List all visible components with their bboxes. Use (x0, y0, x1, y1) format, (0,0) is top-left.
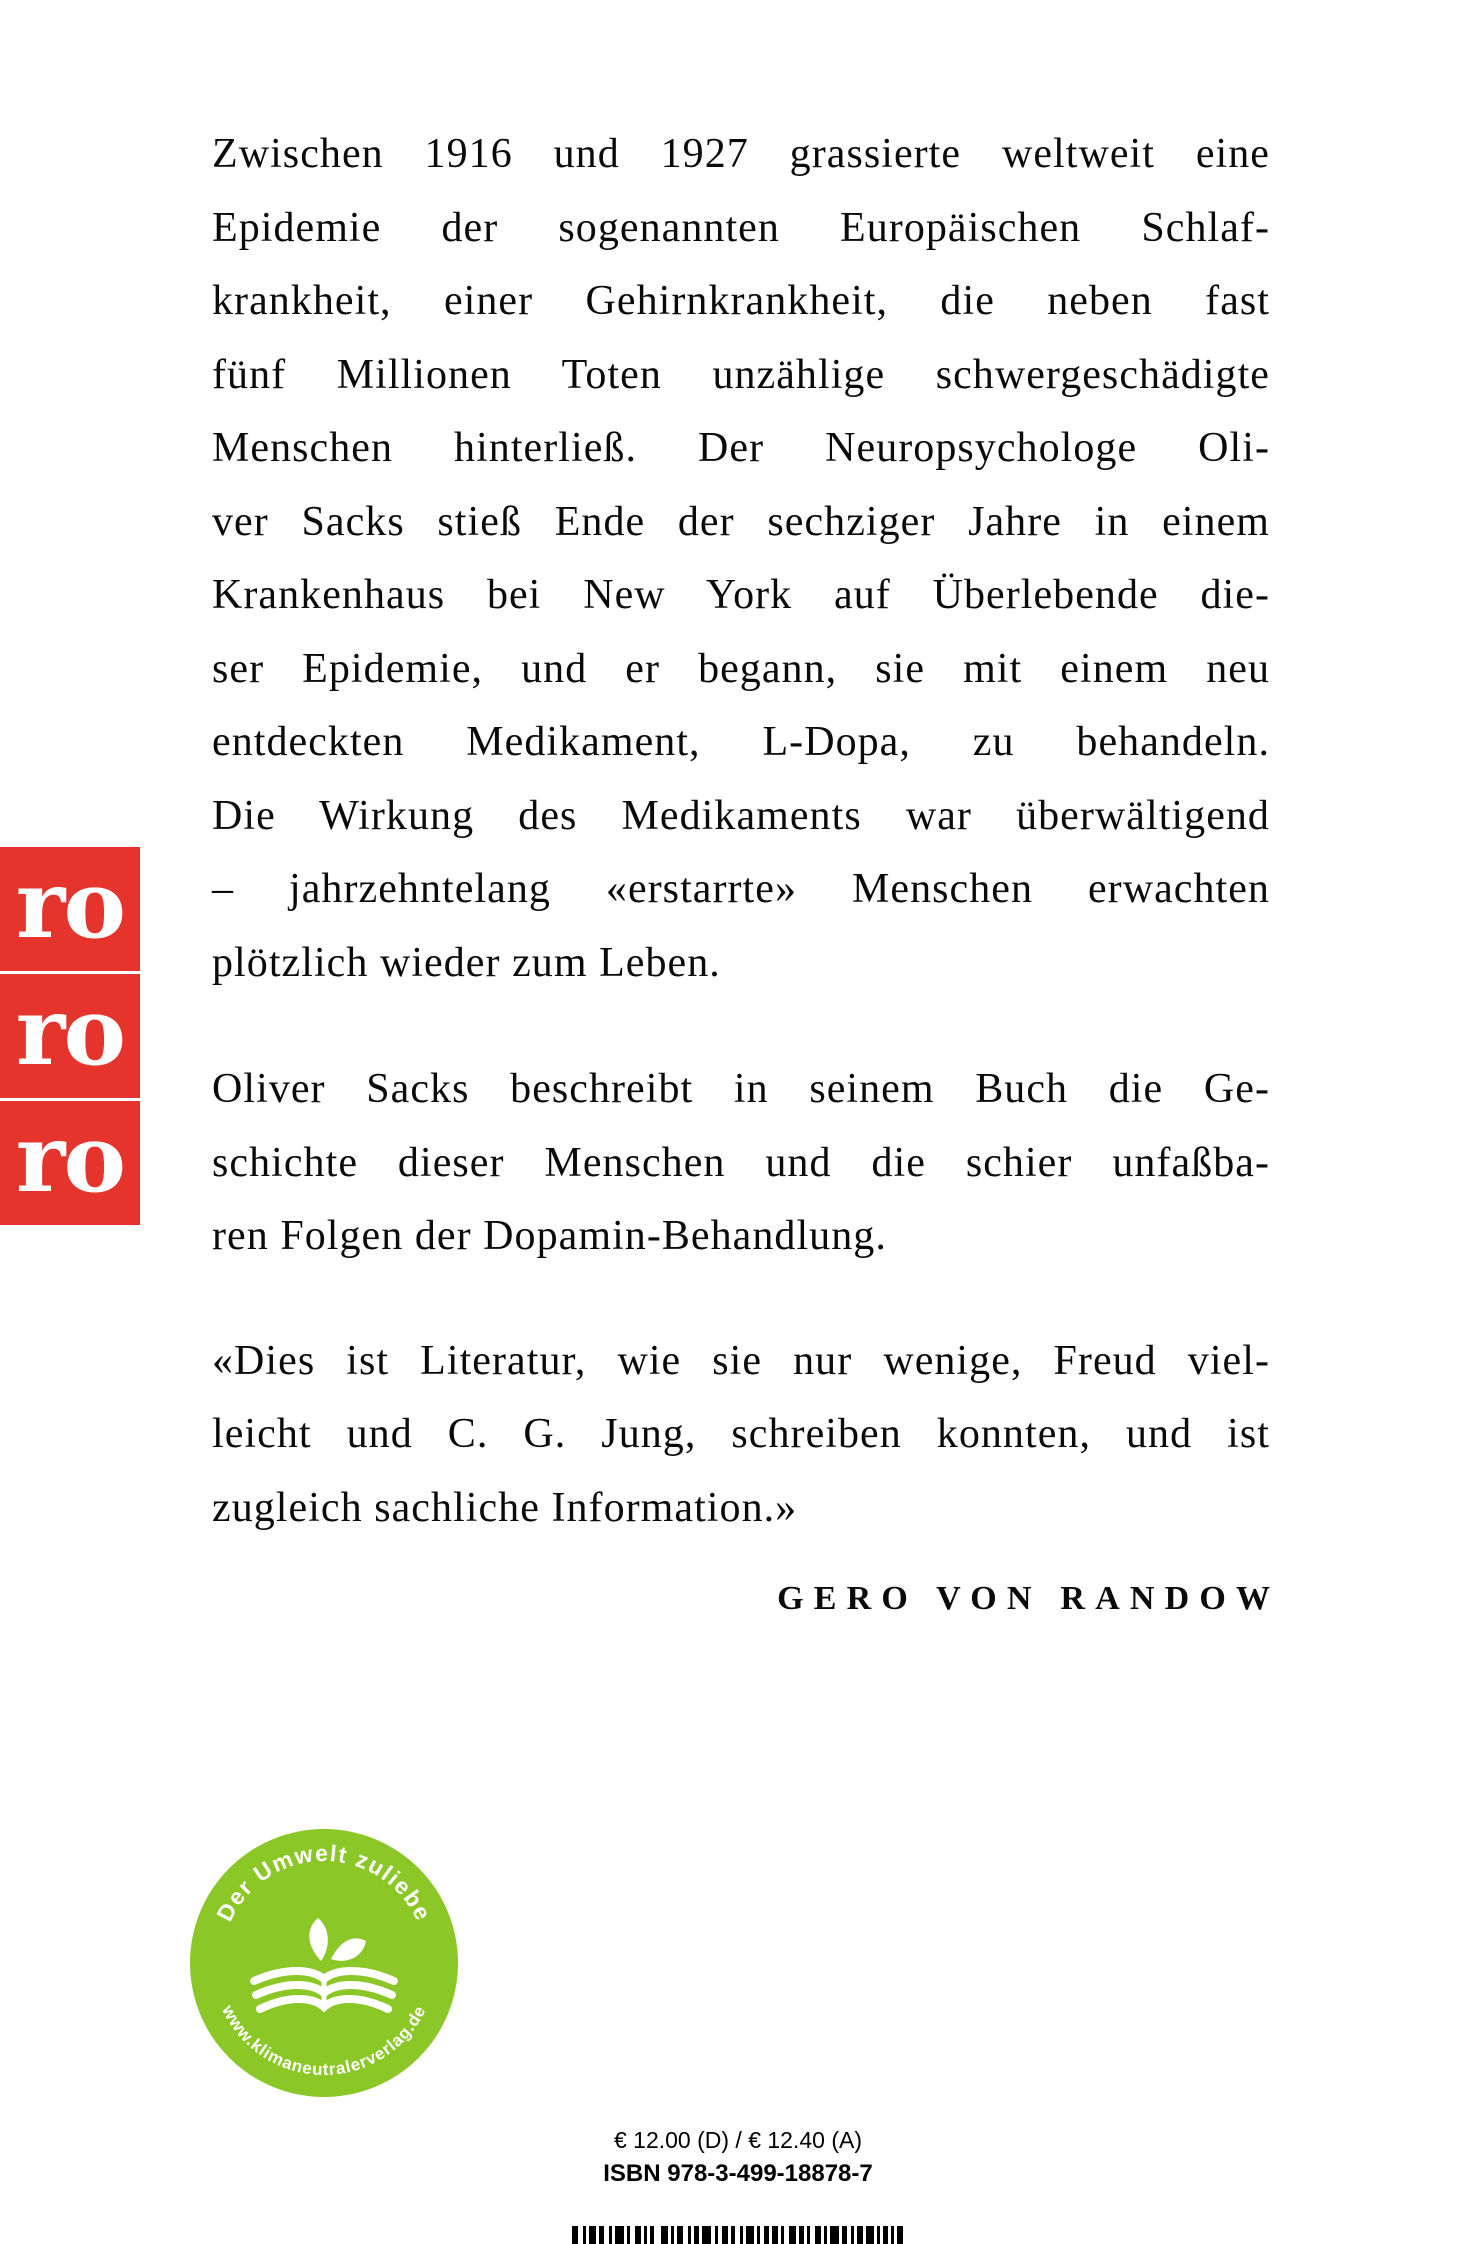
barcode-bar (589, 2226, 597, 2244)
barcode-bar (897, 2226, 903, 2244)
text-line: schichte dieser Menschen und die schier unfaßba- (212, 1139, 1270, 1186)
barcode-bar (702, 2226, 711, 2244)
logo-tile-label: ro (15, 1104, 125, 1214)
barcode-bar (866, 2226, 874, 2244)
text-line: Oliver Sacks beschreibt in seinem Buch die Ge- (212, 1066, 1270, 1112)
text-line: Zwischen 1916 und 1927 grassierte weltweit eine (212, 131, 1270, 177)
review-quote-paragraph (212, 1325, 1270, 1546)
price-label: € 12.00 (D) / € 12.40 (A) (613, 2127, 862, 2153)
text-line: Die Wirkung des Medikaments war überwältigend (212, 792, 1270, 839)
barcode-bar (789, 2226, 797, 2244)
eco-badge-top-text: Der Umwelt zuliebe (211, 1839, 437, 1926)
text-line: – jahrzehntelang «erstarrte» Menschen erwachten (212, 866, 1270, 912)
text-line: Krankenhaus bei New York auf Überlebende die- (212, 572, 1270, 618)
logo-tile (0, 1101, 140, 1225)
eco-badge-bottom-text: www.klimaneutralerverlag.de (218, 2002, 430, 2080)
text-line: Menschen hinterließ. Der Neuropsychologe Oli- (212, 425, 1270, 471)
logo-tile (0, 847, 140, 971)
text-line: fünf Millionen Toten unzählige schwergeschädigte (212, 351, 1270, 398)
blurb-paragraph-2 (212, 1053, 1270, 1274)
barcode-bar (661, 2226, 669, 2244)
blurb-paragraph-1 (212, 118, 1270, 1000)
logo-tile (0, 974, 140, 1098)
text-line: ren Folgen der Dopamin-Behandlung. (212, 1213, 887, 1259)
eco-badge (190, 1829, 458, 2097)
text-line: entdeckten Medikament, L-Dopa, zu behandeln. (212, 719, 1270, 765)
isbn-label: ISBN 978-3-499-18878-7 (603, 2160, 873, 2187)
text-line: leicht und C. G. Jung, schreiben konnten, und ist (212, 1411, 1270, 1457)
text-line: krankheit, einer Gehirnkrankheit, die neben fast (212, 278, 1270, 324)
quote-attribution: GERO VON RANDOW (777, 1580, 1281, 1617)
text-line: «Dies ist Literatur, wie sie nur wenige, Freud viel- (212, 1337, 1270, 1384)
text-line: ser Epidemie, und er begann, sie mit einem neu (212, 645, 1270, 692)
barcode-bar (746, 2226, 754, 2244)
blurb-text-block (212, 118, 1281, 1621)
barcode-bar (615, 2226, 624, 2244)
text-line: Epidemie der sogenannten Europäischen Schlaf- (212, 204, 1270, 251)
logo-tile-label: ro (15, 850, 125, 960)
text-line: ver Sacks stieß Ende der sechziger Jahre in einem (212, 498, 1270, 545)
barcode-bar (830, 2226, 839, 2244)
publisher-logo-rororo (0, 847, 140, 1225)
barcode (572, 2226, 904, 2244)
text-line: plötzlich wieder zum Leben. (212, 939, 721, 986)
text-line: zugleich sachliche Information.» (212, 1484, 798, 1531)
logo-tile-label: ro (15, 977, 125, 1087)
eco-badge-circle (190, 1829, 458, 2097)
